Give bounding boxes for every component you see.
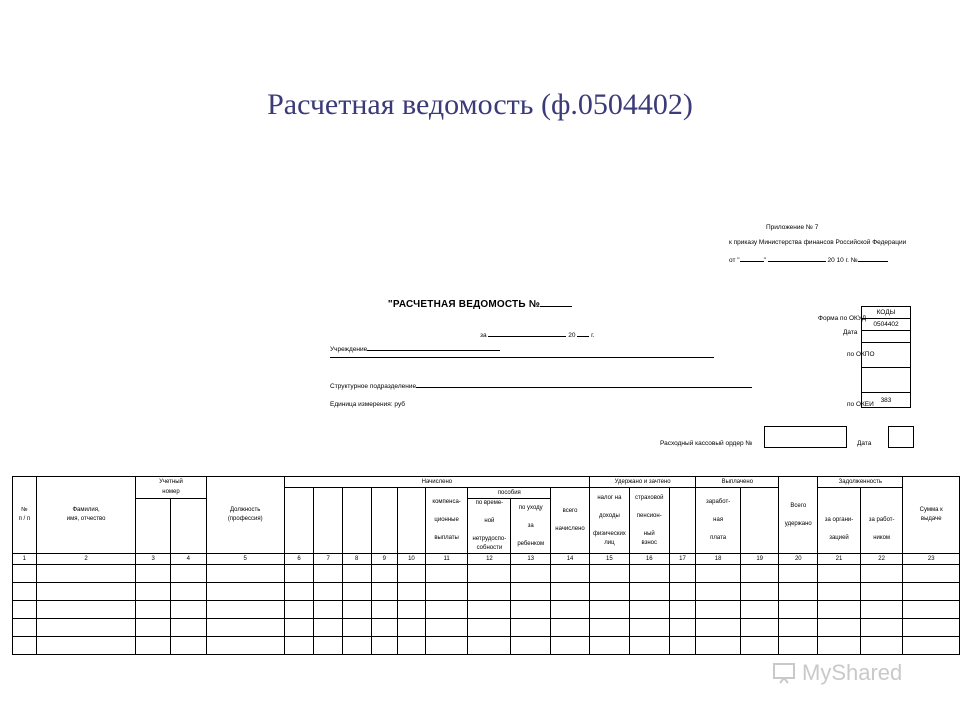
col-num: 5: [206, 554, 284, 565]
table-cell[interactable]: [551, 601, 590, 619]
col-num: 8: [342, 554, 371, 565]
table-cell[interactable]: [903, 583, 960, 601]
institution-line: [330, 343, 500, 353]
table-cell[interactable]: [206, 583, 284, 601]
payroll-table: [12, 476, 960, 655]
table-cell[interactable]: [342, 601, 371, 619]
col-fio-header: Фамилия, имя, отчество: [36, 477, 136, 554]
accrued-col-9: [371, 488, 398, 554]
table-cell[interactable]: [398, 565, 426, 583]
table-cell[interactable]: [314, 583, 343, 601]
table-cell[interactable]: [669, 583, 696, 601]
col-num: 18: [696, 554, 741, 565]
table-cell[interactable]: [36, 565, 136, 583]
debt-header: Задолженность: [818, 477, 903, 488]
table-cell[interactable]: [425, 583, 468, 601]
accrued-header: Начислено: [284, 477, 589, 488]
document-title: [0, 297, 960, 310]
okpo-label: по ОКПО: [847, 351, 875, 358]
table-cell[interactable]: [171, 619, 207, 637]
table-cell[interactable]: [511, 601, 551, 619]
table-cell[interactable]: [860, 601, 903, 619]
table-cell[interactable]: [371, 565, 398, 583]
table-cell[interactable]: [589, 601, 629, 619]
temp-header: по време- ной нетрудоспо- собности: [468, 499, 511, 554]
table-cell[interactable]: [136, 583, 171, 601]
table-cell[interactable]: [425, 619, 468, 637]
col-num: 21: [818, 554, 861, 565]
table-cell[interactable]: [669, 565, 696, 583]
table-cell[interactable]: [779, 601, 818, 619]
col-num: 15: [589, 554, 629, 565]
col-num: 23: [903, 554, 960, 565]
col-num: 3: [136, 554, 171, 565]
salary-header: заработ- ная плата: [696, 488, 741, 554]
table-cell[interactable]: [669, 601, 696, 619]
col-num: 14: [551, 554, 590, 565]
table-cell[interactable]: [398, 601, 426, 619]
col-num: 20: [779, 554, 818, 565]
table-cell[interactable]: [425, 565, 468, 583]
table-cell[interactable]: [342, 565, 371, 583]
table-cell[interactable]: [468, 619, 511, 637]
table-cell[interactable]: [136, 565, 171, 583]
table-cell[interactable]: [284, 601, 314, 619]
table-cell[interactable]: [903, 619, 960, 637]
col-num: 1: [13, 554, 37, 565]
okei-value: 383: [862, 393, 911, 408]
table-cell[interactable]: [371, 619, 398, 637]
table-row: [13, 619, 960, 637]
cash-order-date-label: Дата: [857, 440, 872, 447]
table-cell[interactable]: [818, 583, 861, 601]
table-cell[interactable]: [371, 637, 398, 655]
appendix-month-blank[interactable]: [768, 254, 826, 262]
table-cell[interactable]: [284, 637, 314, 655]
total-withheld-header: Всего удержано: [779, 477, 818, 554]
table-cell[interactable]: [860, 637, 903, 655]
table-cell[interactable]: [206, 619, 284, 637]
debt-org-header: за органи- зацией: [818, 488, 861, 554]
slide-title: Расчетная ведомость (ф.0504402): [267, 88, 693, 121]
table-cell[interactable]: [779, 583, 818, 601]
table-cell[interactable]: [696, 565, 741, 583]
table-cell[interactable]: [206, 637, 284, 655]
table-cell[interactable]: [371, 583, 398, 601]
appendix-line-3: [729, 254, 888, 264]
appendix-quote: ": [763, 257, 766, 264]
appendix-no: №: [850, 257, 858, 264]
col-num: 2: [36, 554, 136, 565]
table-cell[interactable]: [589, 565, 629, 583]
subdivision-blank[interactable]: [416, 380, 752, 388]
table-cell[interactable]: [903, 565, 960, 583]
period-za: за: [480, 332, 487, 339]
table-cell[interactable]: [629, 565, 669, 583]
table-cell[interactable]: [511, 583, 551, 601]
appendix-number-blank[interactable]: [858, 254, 888, 262]
table-cell[interactable]: [740, 565, 778, 583]
table-cell[interactable]: [629, 601, 669, 619]
date-label: Дата: [843, 329, 858, 336]
appendix-line-1: Приложение № 7: [766, 224, 819, 231]
table-cell[interactable]: [740, 637, 778, 655]
accrued-col-7: [314, 488, 343, 554]
col-position-header: Должность (профессия): [206, 477, 284, 554]
table-cell[interactable]: [398, 637, 426, 655]
institution-label: Учреждение: [330, 346, 368, 353]
table-cell[interactable]: [171, 583, 207, 601]
table-cell[interactable]: [696, 601, 741, 619]
table-cell[interactable]: [740, 619, 778, 637]
col-num: 22: [860, 554, 903, 565]
col-num: 17: [669, 554, 696, 565]
table-cell[interactable]: [36, 637, 136, 655]
table-cell[interactable]: [511, 619, 551, 637]
table-cell[interactable]: [818, 637, 861, 655]
table-cell[interactable]: [171, 601, 207, 619]
table-cell[interactable]: [629, 619, 669, 637]
period-year-blank[interactable]: [577, 329, 589, 337]
table-cell[interactable]: [371, 601, 398, 619]
presentation-icon: [772, 662, 798, 684]
col-num: 6: [284, 554, 314, 565]
table-cell[interactable]: [669, 619, 696, 637]
paid-header: Выплачено: [696, 477, 779, 488]
table-cell[interactable]: [551, 619, 590, 637]
withheld-header: Удержано и зачтено: [589, 477, 695, 488]
table-cell[interactable]: [629, 583, 669, 601]
col-num: 13: [511, 554, 551, 565]
table-cell[interactable]: [314, 637, 343, 655]
institution-blank[interactable]: [367, 343, 500, 351]
table-cell[interactable]: [314, 601, 343, 619]
cash-order-date-box[interactable]: [888, 426, 914, 448]
col-num: 12: [468, 554, 511, 565]
account-sub-1: [136, 499, 171, 554]
col-account-header: Учетный: [136, 477, 206, 488]
document-number-blank[interactable]: [540, 297, 572, 307]
okud-value: 0504402: [862, 319, 911, 331]
comp-header: компенса- ционные выплаты: [425, 488, 468, 554]
table-cell[interactable]: [13, 565, 37, 583]
watermark-text: MyShared: [802, 660, 903, 685]
col-number-header: № п / п: [13, 477, 37, 554]
table-cell[interactable]: [13, 583, 37, 601]
allowances-header: пособия: [468, 488, 551, 499]
table-cell[interactable]: [740, 583, 778, 601]
table-row: [13, 565, 960, 583]
table-cell[interactable]: [696, 637, 741, 655]
table-cell[interactable]: [284, 619, 314, 637]
period-year: 20: [568, 332, 576, 339]
col-num: 9: [371, 554, 398, 565]
table-cell[interactable]: [860, 619, 903, 637]
col-num: 7: [314, 554, 343, 565]
col-num: 19: [740, 554, 778, 565]
table-cell[interactable]: [740, 601, 778, 619]
table-cell[interactable]: [468, 583, 511, 601]
codes-header: КОДЫ: [862, 307, 911, 319]
withheld-col-17: [669, 488, 696, 554]
period-line: [480, 329, 594, 339]
institution-second-line: [330, 357, 714, 358]
table-cell[interactable]: [696, 619, 741, 637]
pension-header: страховой пенсион- ный взнос: [629, 488, 669, 554]
col-num: 4: [171, 554, 207, 565]
payout-header: Сумма к выдаче: [903, 477, 960, 554]
table-cell[interactable]: [36, 619, 136, 637]
unit-label: Единица измерения: руб: [330, 401, 405, 408]
table-cell[interactable]: [342, 637, 371, 655]
table-cell[interactable]: [13, 637, 37, 655]
table-cell[interactable]: [629, 637, 669, 655]
okud-label: Форма по ОКУД: [818, 315, 867, 322]
table-cell[interactable]: [669, 637, 696, 655]
table-cell[interactable]: [903, 637, 960, 655]
subdivision-code-cell[interactable]: [862, 368, 911, 393]
table-cell[interactable]: [818, 619, 861, 637]
table-cell[interactable]: [136, 619, 171, 637]
okei-label: по ОКЕИ: [847, 401, 874, 408]
table-cell[interactable]: [779, 619, 818, 637]
table-cell[interactable]: [13, 601, 37, 619]
table-cell[interactable]: [468, 601, 511, 619]
table-cell[interactable]: [342, 583, 371, 601]
table-cell[interactable]: [171, 637, 207, 655]
table-cell[interactable]: [136, 601, 171, 619]
table-cell[interactable]: [468, 637, 511, 655]
appendix-from: от ": [729, 257, 740, 264]
table-row: [13, 583, 960, 601]
period-g: г.: [591, 332, 595, 339]
cash-order-number-box[interactable]: [764, 426, 847, 448]
document-title-text: "РАСЧЕТНАЯ ВЕДОМОСТЬ №: [387, 299, 541, 310]
table-cell[interactable]: [398, 619, 426, 637]
table-cell[interactable]: [206, 565, 284, 583]
table-cell[interactable]: [425, 601, 468, 619]
table-cell[interactable]: [425, 637, 468, 655]
table-cell[interactable]: [468, 565, 511, 583]
table-cell[interactable]: [511, 565, 551, 583]
period-blank[interactable]: [488, 329, 566, 337]
appendix-year: 20 10 г.: [827, 257, 849, 264]
tax-header: налог на доходы физических лиц: [589, 488, 629, 554]
table-cell[interactable]: [551, 637, 590, 655]
account-sub-2: [171, 499, 207, 554]
table-cell[interactable]: [284, 583, 314, 601]
table-cell[interactable]: [818, 565, 861, 583]
table-cell[interactable]: [171, 565, 207, 583]
table-cell[interactable]: [314, 619, 343, 637]
accrued-col-6: [284, 488, 314, 554]
col-num: 11: [425, 554, 468, 565]
col-account-header-2: номер: [136, 488, 206, 499]
col-num: 10: [398, 554, 426, 565]
paid-col-19: [740, 488, 778, 554]
table-cell[interactable]: [136, 637, 171, 655]
table-cell[interactable]: [511, 637, 551, 655]
table-cell[interactable]: [589, 583, 629, 601]
table-cell[interactable]: [398, 583, 426, 601]
appendix-line-2: к приказу Министерства финансов Российской Федерации: [729, 239, 907, 246]
table-row: [13, 601, 960, 619]
watermark: [772, 660, 902, 686]
table-cell[interactable]: [314, 565, 343, 583]
table-cell[interactable]: [589, 619, 629, 637]
accrued-col-10: [398, 488, 426, 554]
table-cell[interactable]: [589, 637, 629, 655]
table-cell[interactable]: [206, 601, 284, 619]
table-cell[interactable]: [779, 565, 818, 583]
table-cell[interactable]: [779, 637, 818, 655]
table-cell[interactable]: [903, 601, 960, 619]
table-cell[interactable]: [36, 601, 136, 619]
column-numbers-row: [13, 554, 960, 565]
total-accrued-header: всего начислено: [551, 488, 590, 554]
table-cell[interactable]: [696, 583, 741, 601]
table-row: [13, 637, 960, 655]
accrued-col-8: [342, 488, 371, 554]
table-cell[interactable]: [818, 601, 861, 619]
table-cell[interactable]: [342, 619, 371, 637]
child-header: по уходу за ребенком: [511, 499, 551, 554]
cash-order-label: Расходный кассовый ордер №: [660, 440, 753, 447]
table-cell[interactable]: [36, 583, 136, 601]
table-cell[interactable]: [860, 583, 903, 601]
subdivision-label: Структурное подразделение: [330, 383, 417, 390]
table-cell[interactable]: [284, 565, 314, 583]
subdivision-line: [330, 380, 752, 390]
table-cell[interactable]: [860, 565, 903, 583]
debt-emp-header: за работ- ником: [860, 488, 903, 554]
col-num: 16: [629, 554, 669, 565]
date-code-cell[interactable]: [862, 331, 911, 343]
table-cell[interactable]: [13, 619, 37, 637]
table-cell[interactable]: [551, 565, 590, 583]
table-cell[interactable]: [551, 583, 590, 601]
appendix-day-blank[interactable]: [740, 254, 764, 262]
